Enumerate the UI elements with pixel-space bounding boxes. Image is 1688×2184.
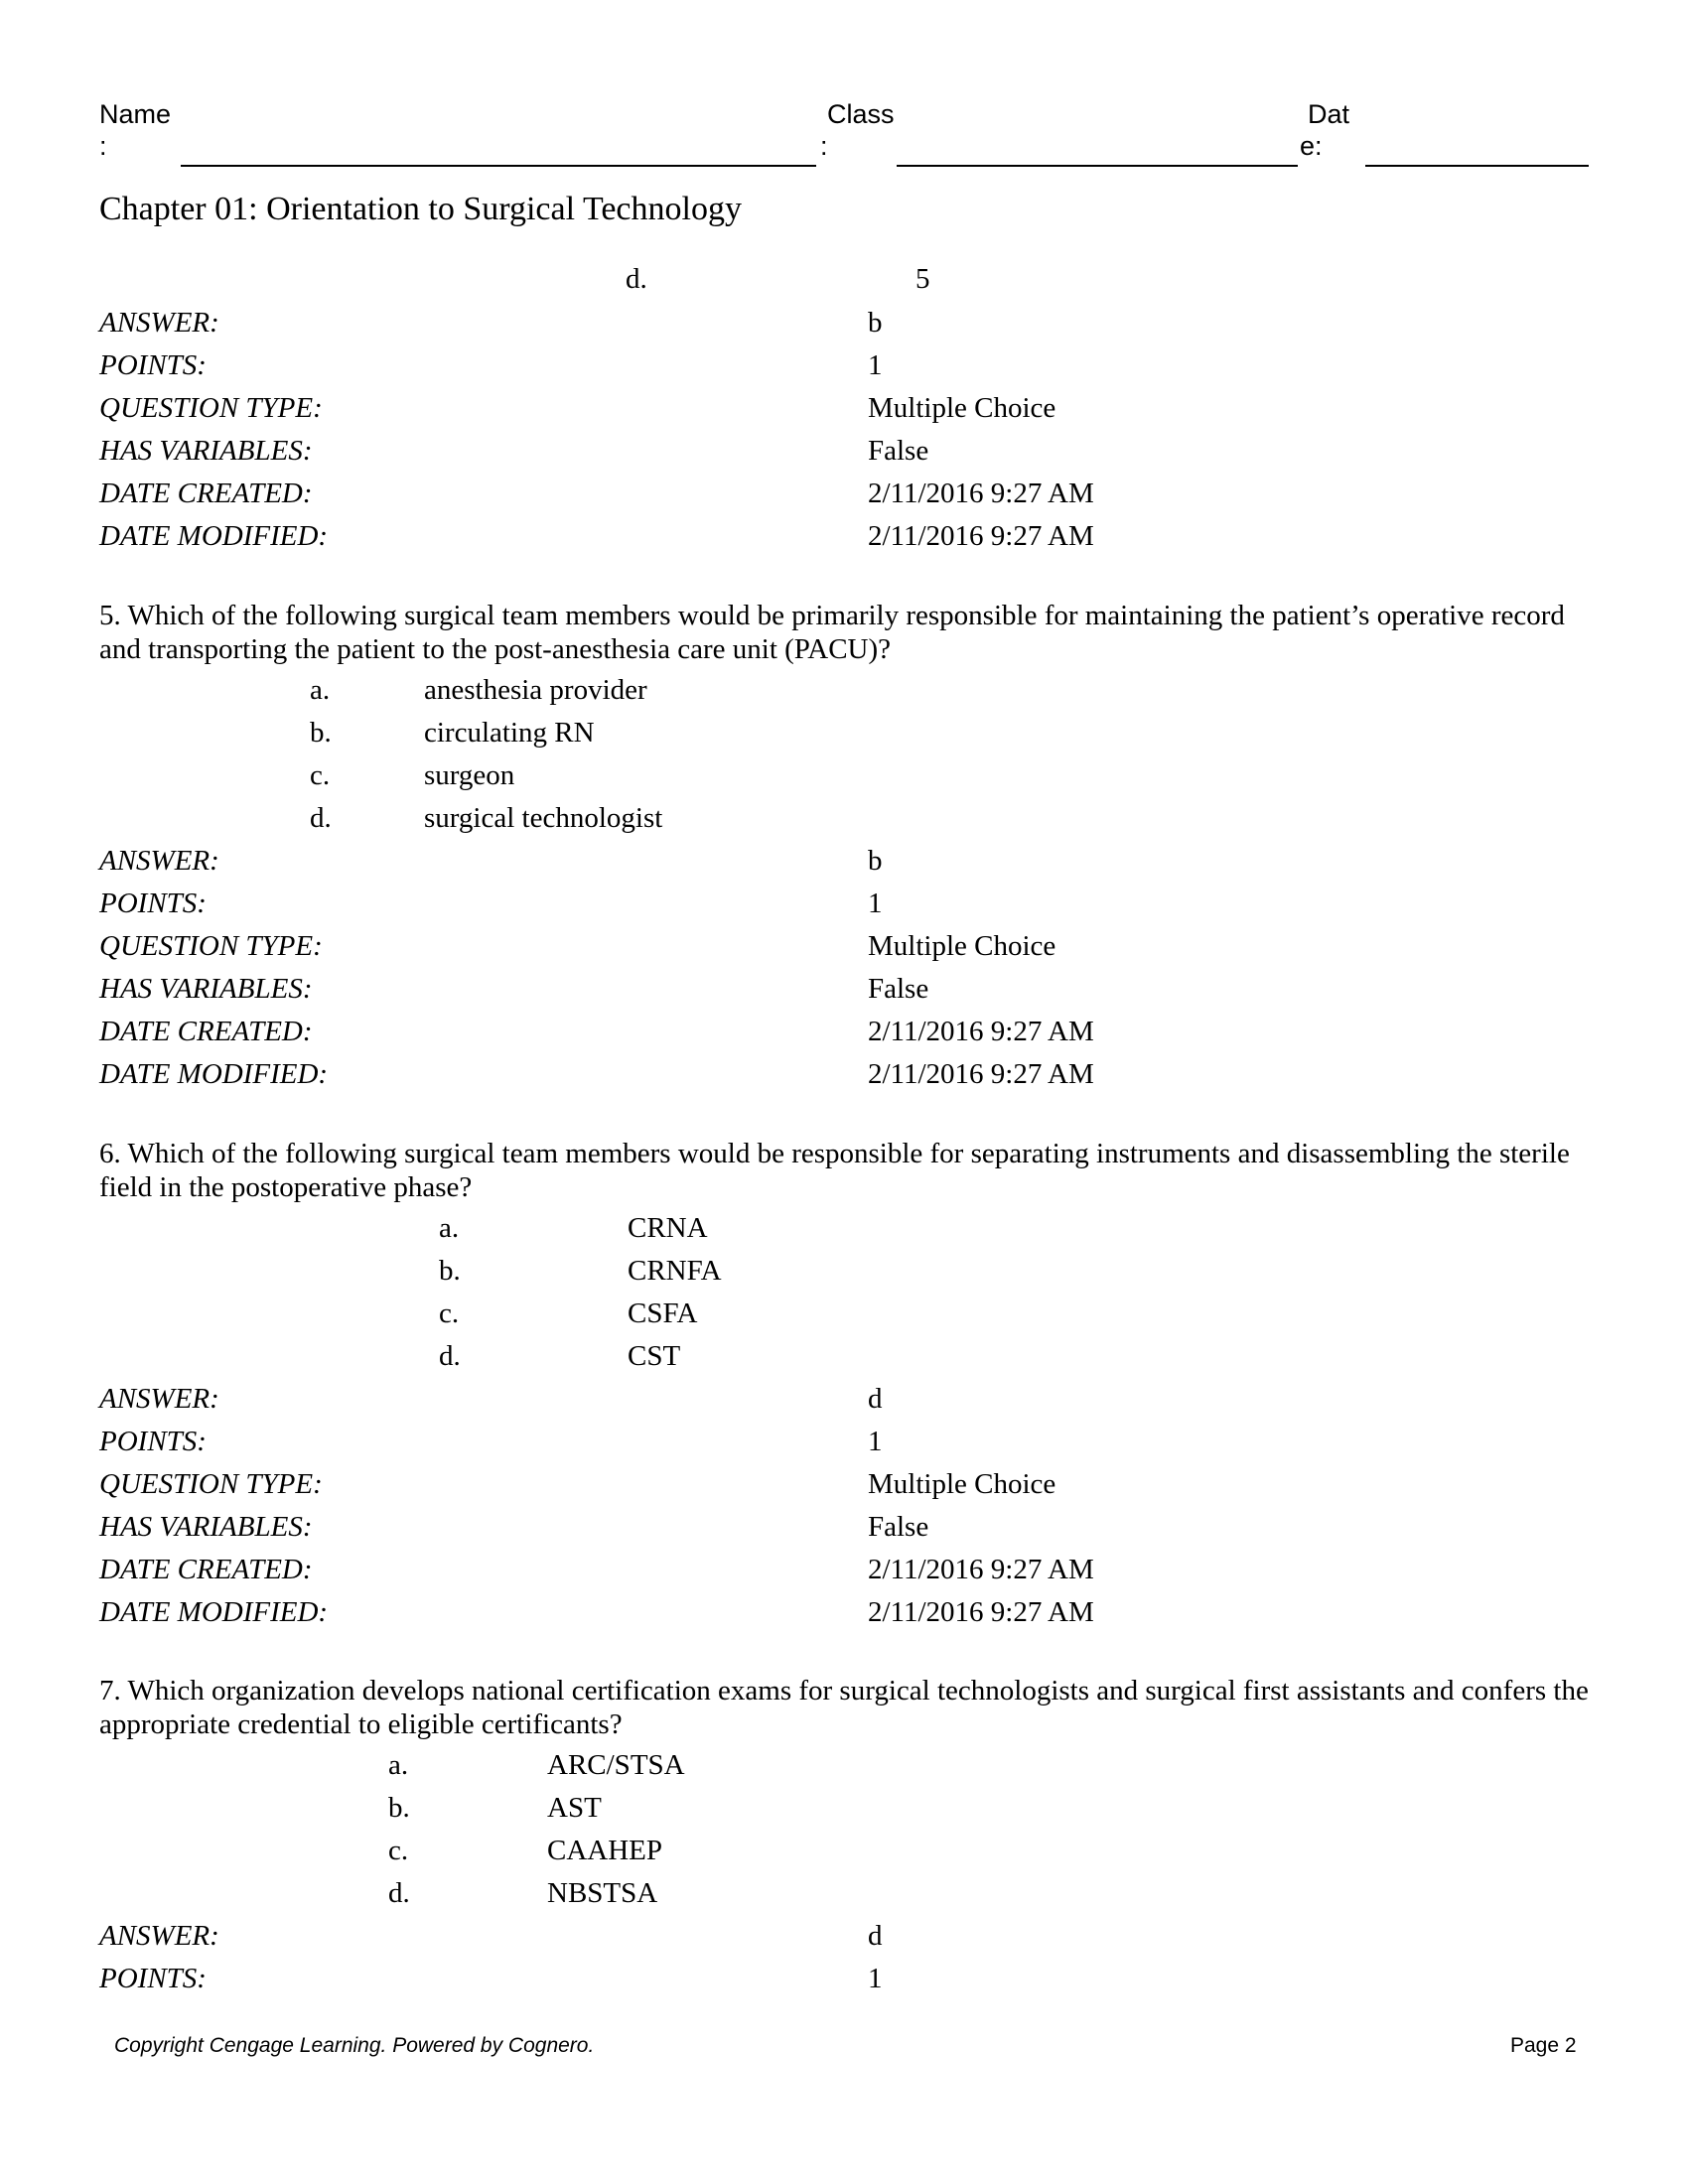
has-variables-value: False	[868, 435, 929, 467]
class-field[interactable]	[897, 165, 1298, 167]
date-label: Dat	[1308, 99, 1350, 129]
points-label: POINTS:	[99, 349, 207, 381]
choice-text: AST	[547, 1792, 602, 1824]
points-label: POINTS:	[99, 887, 207, 919]
choice-letter: c.	[388, 1835, 409, 1866]
has-variables-label: HAS VARIABLES:	[99, 1511, 313, 1543]
answer-value: d	[868, 1920, 883, 1952]
date-modified-label: DATE MODIFIED:	[99, 520, 329, 552]
points-value: 1	[868, 349, 883, 381]
choice-text: CST	[628, 1340, 681, 1372]
choice-text: NBSTSA	[547, 1877, 658, 1909]
date-created-label: DATE CREATED:	[99, 1554, 313, 1585]
date-created-value: 2/11/2016 9:27 AM	[868, 1016, 1094, 1047]
has-variables-value: False	[868, 973, 929, 1005]
choice-letter: a.	[388, 1749, 409, 1781]
choice-text: surgeon	[424, 759, 515, 791]
question-text: 6. Which of the following surgical team members would be responsible for separating instruments and disassembling the sterile field in the postoperative phase?	[99, 1138, 1570, 1203]
date-modified-value: 2/11/2016 9:27 AM	[868, 1596, 1094, 1628]
question-text: 7. Which organization develops national certification exams for surgical technologists and surgical first assistants and confers the appropriate credential to eligible certificants?	[99, 1675, 1589, 1740]
date-created-label: DATE CREATED:	[99, 478, 313, 509]
question-type-label: QUESTION TYPE:	[99, 930, 323, 962]
points-label: POINTS:	[99, 1963, 207, 1994]
has-variables-value: False	[868, 1511, 929, 1543]
points-value: 1	[868, 887, 883, 919]
choice-text: 5	[915, 263, 930, 295]
choice-text: CRNFA	[628, 1255, 722, 1287]
choice-letter: d.	[439, 1340, 461, 1372]
question-type-label: QUESTION TYPE:	[99, 1468, 323, 1500]
points-value: 1	[868, 1963, 883, 1994]
choice-text: anesthesia provider	[424, 674, 647, 706]
date-modified-label: DATE MODIFIED:	[99, 1596, 329, 1628]
choice-letter: b.	[439, 1255, 461, 1287]
question-type-value: Multiple Choice	[868, 930, 1056, 962]
choice-letter: d.	[626, 263, 647, 295]
has-variables-label: HAS VARIABLES:	[99, 435, 313, 467]
choice-letter: c.	[439, 1297, 460, 1329]
points-value: 1	[868, 1426, 883, 1457]
choice-letter: b.	[388, 1792, 410, 1824]
answer-label: ANSWER:	[99, 1920, 219, 1952]
choice-text: CSFA	[628, 1297, 698, 1329]
date-modified-label: DATE MODIFIED:	[99, 1058, 329, 1090]
answer-value: b	[868, 845, 883, 877]
choice-text: surgical technologist	[424, 802, 663, 834]
date-field[interactable]	[1365, 165, 1589, 167]
copyright-notice: Copyright Cengage Learning. Powered by Cognero.	[114, 2034, 595, 2057]
date-label-suffix: e:	[1300, 131, 1323, 161]
date-modified-value: 2/11/2016 9:27 AM	[868, 520, 1094, 552]
choice-letter: b.	[310, 717, 332, 749]
has-variables-label: HAS VARIABLES:	[99, 973, 313, 1005]
chapter-title: Chapter 01: Orientation to Surgical Technology	[99, 191, 742, 227]
points-label: POINTS:	[99, 1426, 207, 1457]
answer-label: ANSWER:	[99, 1383, 219, 1415]
choice-letter: c.	[310, 759, 331, 791]
choice-letter: d.	[388, 1877, 410, 1909]
class-label: Class	[827, 99, 895, 129]
name-label-colon: :	[99, 131, 107, 161]
date-created-label: DATE CREATED:	[99, 1016, 313, 1047]
answer-label: ANSWER:	[99, 307, 219, 339]
class-label-colon: :	[820, 131, 828, 161]
name-field[interactable]	[181, 165, 816, 167]
question-type-value: Multiple Choice	[868, 1468, 1056, 1500]
answer-label: ANSWER:	[99, 845, 219, 877]
choice-letter: d.	[310, 802, 332, 834]
choice-text: CAAHEP	[547, 1835, 663, 1866]
question-type-value: Multiple Choice	[868, 392, 1056, 424]
choice-letter: a.	[310, 674, 331, 706]
answer-value: d	[868, 1383, 883, 1415]
page-number: Page 2	[1510, 2034, 1577, 2057]
date-modified-value: 2/11/2016 9:27 AM	[868, 1058, 1094, 1090]
choice-text: CRNA	[628, 1212, 708, 1244]
choice-text: circulating RN	[424, 717, 595, 749]
choice-text: ARC/STSA	[547, 1749, 685, 1781]
date-created-value: 2/11/2016 9:27 AM	[868, 1554, 1094, 1585]
question-type-label: QUESTION TYPE:	[99, 392, 323, 424]
question-text: 5. Which of the following surgical team members would be primarily responsible for maintaining the patient’s operative record and transporting the patient to the post-anesthesia care unit (PACU)?	[99, 600, 1565, 665]
name-label: Name	[99, 99, 172, 129]
date-created-value: 2/11/2016 9:27 AM	[868, 478, 1094, 509]
choice-letter: a.	[439, 1212, 460, 1244]
answer-value: b	[868, 307, 883, 339]
